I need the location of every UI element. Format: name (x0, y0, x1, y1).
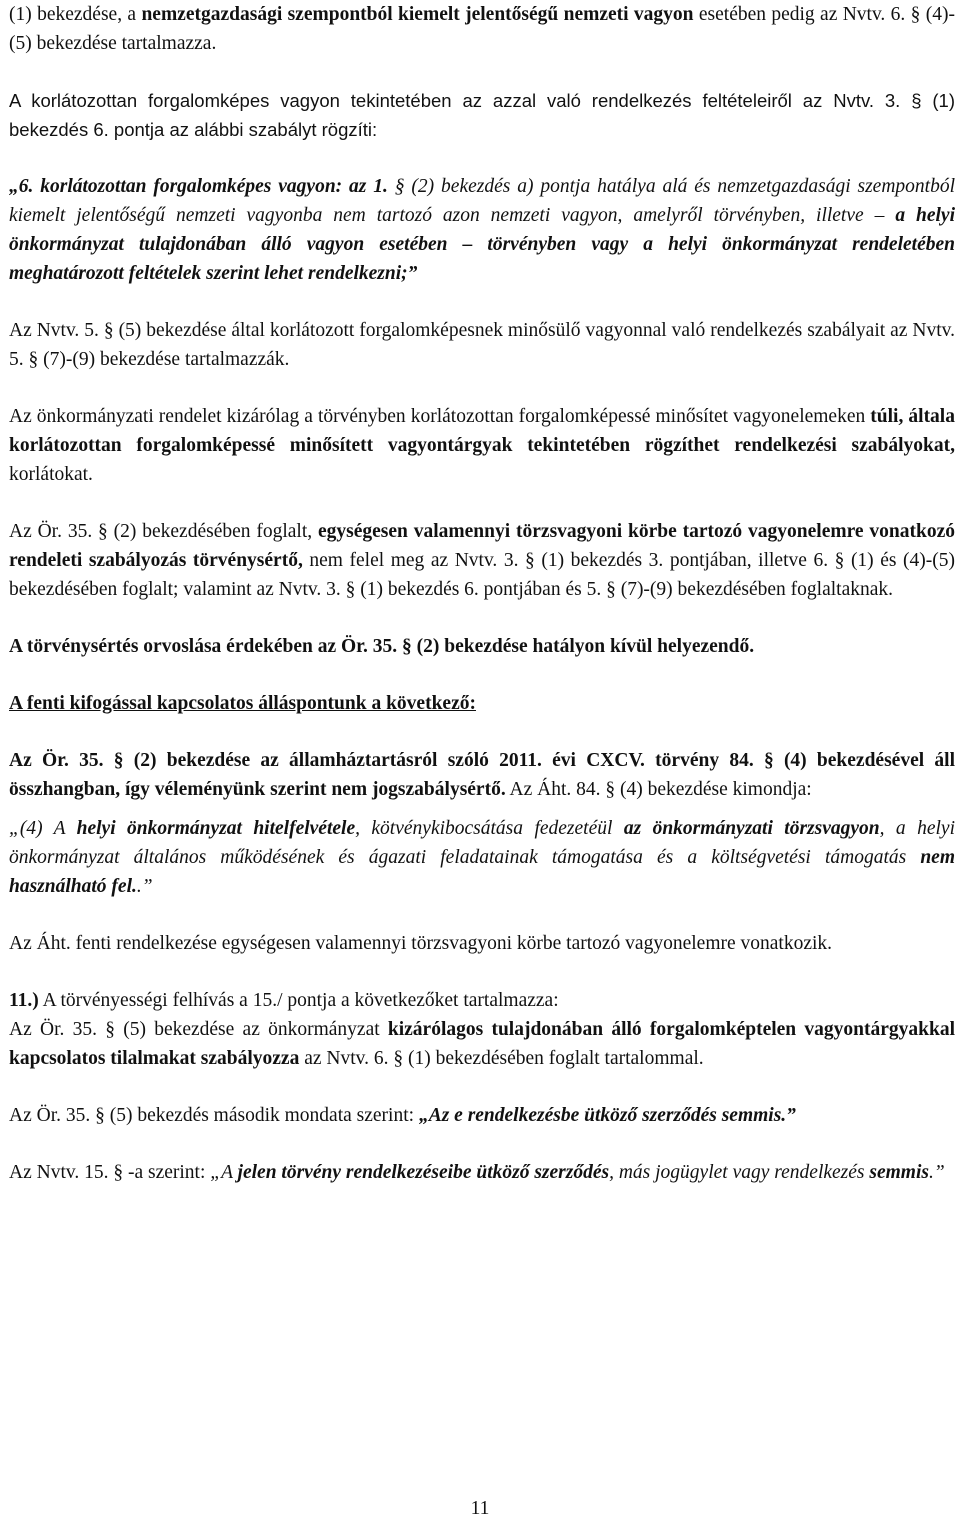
bold-italic-text: „6. korlátozottan forgalomképes vagyon: az 1. (9, 176, 388, 197)
paragraph-6 (9, 632, 955, 661)
bold-text: túli, általa korlátozottan forgalomképessé minősített vagyontárgyak tekintetében rögzíthet rendelkezési szabályokat, (9, 406, 955, 456)
bold-text: 11.) (9, 990, 39, 1011)
text: Az Nvtv. 15. § -a szerint: (9, 1162, 211, 1183)
document-page (9, 0, 955, 1187)
text: A korlátozottan forgalomképes vagyon tekintetében az azzal való rendelkezés feltételeiről az Nvtv. 3. § (1) bekezdés 6. pontja az alábbi szabályt rögzíti: (9, 90, 955, 140)
bold-italic-text: a helyi önkormányzat tulajdonában álló vagyon esetében – törvényben vagy a helyi önkormányzat rendeletében meghatározott feltételek szerint lehet rendelkezni;” (9, 205, 955, 284)
paragraph-3 (9, 316, 955, 374)
section-heading (9, 689, 955, 718)
text: Az önkormányzati rendelet kizárólag a törvényben korlátozottan forgalomképessé minősítet vagyonelemeken (9, 406, 871, 427)
bold-italic-text: semmis (869, 1162, 929, 1183)
italic-text: § (2) bekezdés a) pontja hatálya alá és nemzetgazdasági szempontból kiemelt jelentőségű nemzeti vagyonba nem tartozó azon nemzeti vagyon, amelyről törvényben, illetve – (9, 176, 956, 226)
text: (1) bekezdése, a (9, 4, 142, 25)
paragraph-11 (9, 1101, 955, 1130)
text: Az Ör. 35. § (2) bekezdésében foglalt, (9, 521, 318, 542)
text: Az Nvtv. 5. § (5) bekezdése által korlátozott forgalomképesnek minősülő vagyonnal való rendelkezés szabályait az Nvtv. 5. § (7)-(9) bekezdése tartalmazzák. (9, 320, 955, 370)
italic-text: „(4) A (9, 818, 77, 839)
bold-text: nemzetgazdasági szempontból kiemelt jelentőségű nemzeti vagyon (141, 4, 694, 25)
italic-text: , a helyi önkormányzat általános működésének és ágazati feladatainak támogatása és a költségvetési támogatás (9, 818, 955, 868)
paragraph-4 (9, 402, 955, 489)
italic-text: .” (136, 876, 153, 897)
paragraph-1 (9, 0, 955, 58)
paragraph-9 (9, 986, 955, 1015)
text: Az Ör. 35. § (5) bekezdés második mondata szerint: (9, 1105, 419, 1126)
paragraph-2 (9, 86, 955, 144)
bold-text: Az Ör. 35. § (2) bekezdése az államháztartásról szóló 2011. évi CXCV. törvény 84. § (4) bekezdésével áll összhangban, így véleményünk szerint nem jogszabálysértő. (9, 750, 955, 800)
quote-1 (9, 172, 955, 288)
italic-text: , más jogügylet vagy rendelkezés (609, 1162, 870, 1183)
italic-text: „A (210, 1162, 238, 1183)
text: Az Ör. 35. § (5) bekezdése az önkormányzat (9, 1019, 388, 1040)
paragraph-8 (9, 929, 955, 958)
bold-italic-text: jelen törvény rendelkezéseibe ütköző szerződés (237, 1162, 610, 1183)
bold-italic-text: az önkormányzati törzsvagyon (623, 818, 880, 839)
text: Az Áht. 84. § (4) bekezdése kimondja: (505, 779, 812, 800)
paragraph-10 (9, 1015, 955, 1073)
italic-text: .” (928, 1162, 945, 1183)
bold-text: egységesen valamennyi törzsvagyoni körbe tartozó vagyonelemre vonatkozó rendeleti szabályozás törvénysértő, (9, 521, 955, 571)
text: A törvényességi felhívás a 15./ pontja a következőket tartalmazza: (38, 990, 559, 1011)
quote-2 (9, 814, 955, 901)
text: nem felel meg az Nvtv. 3. § (1) bekezdés 3. pontjában, illetve 6. § (1) és (4)-(5) bekezdésében foglalt; valamint az Nvtv. 3. § (1) bekezdés 6. pontjában és 5. § (7)-(9) bekezdésében foglaltaknak. (9, 550, 956, 600)
page-number: 11 (470, 1498, 490, 1519)
text: az Nvtv. 6. § (1) bekezdésében foglalt tartalommal. (299, 1048, 704, 1069)
text: Az Áht. fenti rendelkezése egységesen valamennyi törzsvagyoni körbe tartozó vagyonelemre vonatkozik. (9, 933, 833, 954)
paragraph-7 (9, 746, 955, 804)
paragraph-5 (9, 517, 955, 604)
text: esetében pedig az Nvtv. 6. § (4)-(5) bekezdése tartalmazza. (9, 4, 955, 54)
paragraph-12 (9, 1158, 955, 1187)
bold-italic-text: „Az e rendelkezésbe ütköző szerződés semmis.” (418, 1105, 796, 1126)
bold-italic-text: nem használható fel. (9, 847, 955, 897)
bold-text: A törvénysértés orvoslása érdekében az Ör. 35. § (2) bekezdése hatályon kívül helyezendő. (9, 636, 755, 657)
text: korlátokat. (9, 464, 93, 485)
italic-text: , kötvénykibocsátása fedezetéül (355, 818, 624, 839)
bold-text: kizárólagos tulajdonában álló forgalomképtelen vagyontárgyakkal kapcsolatos tilalmakat szabályozza (9, 1019, 955, 1069)
underlined-heading: A fenti kifogással kapcsolatos álláspontunk a következő: (9, 693, 476, 714)
bold-italic-text: helyi önkormányzat hitelfelvétele (76, 818, 356, 839)
